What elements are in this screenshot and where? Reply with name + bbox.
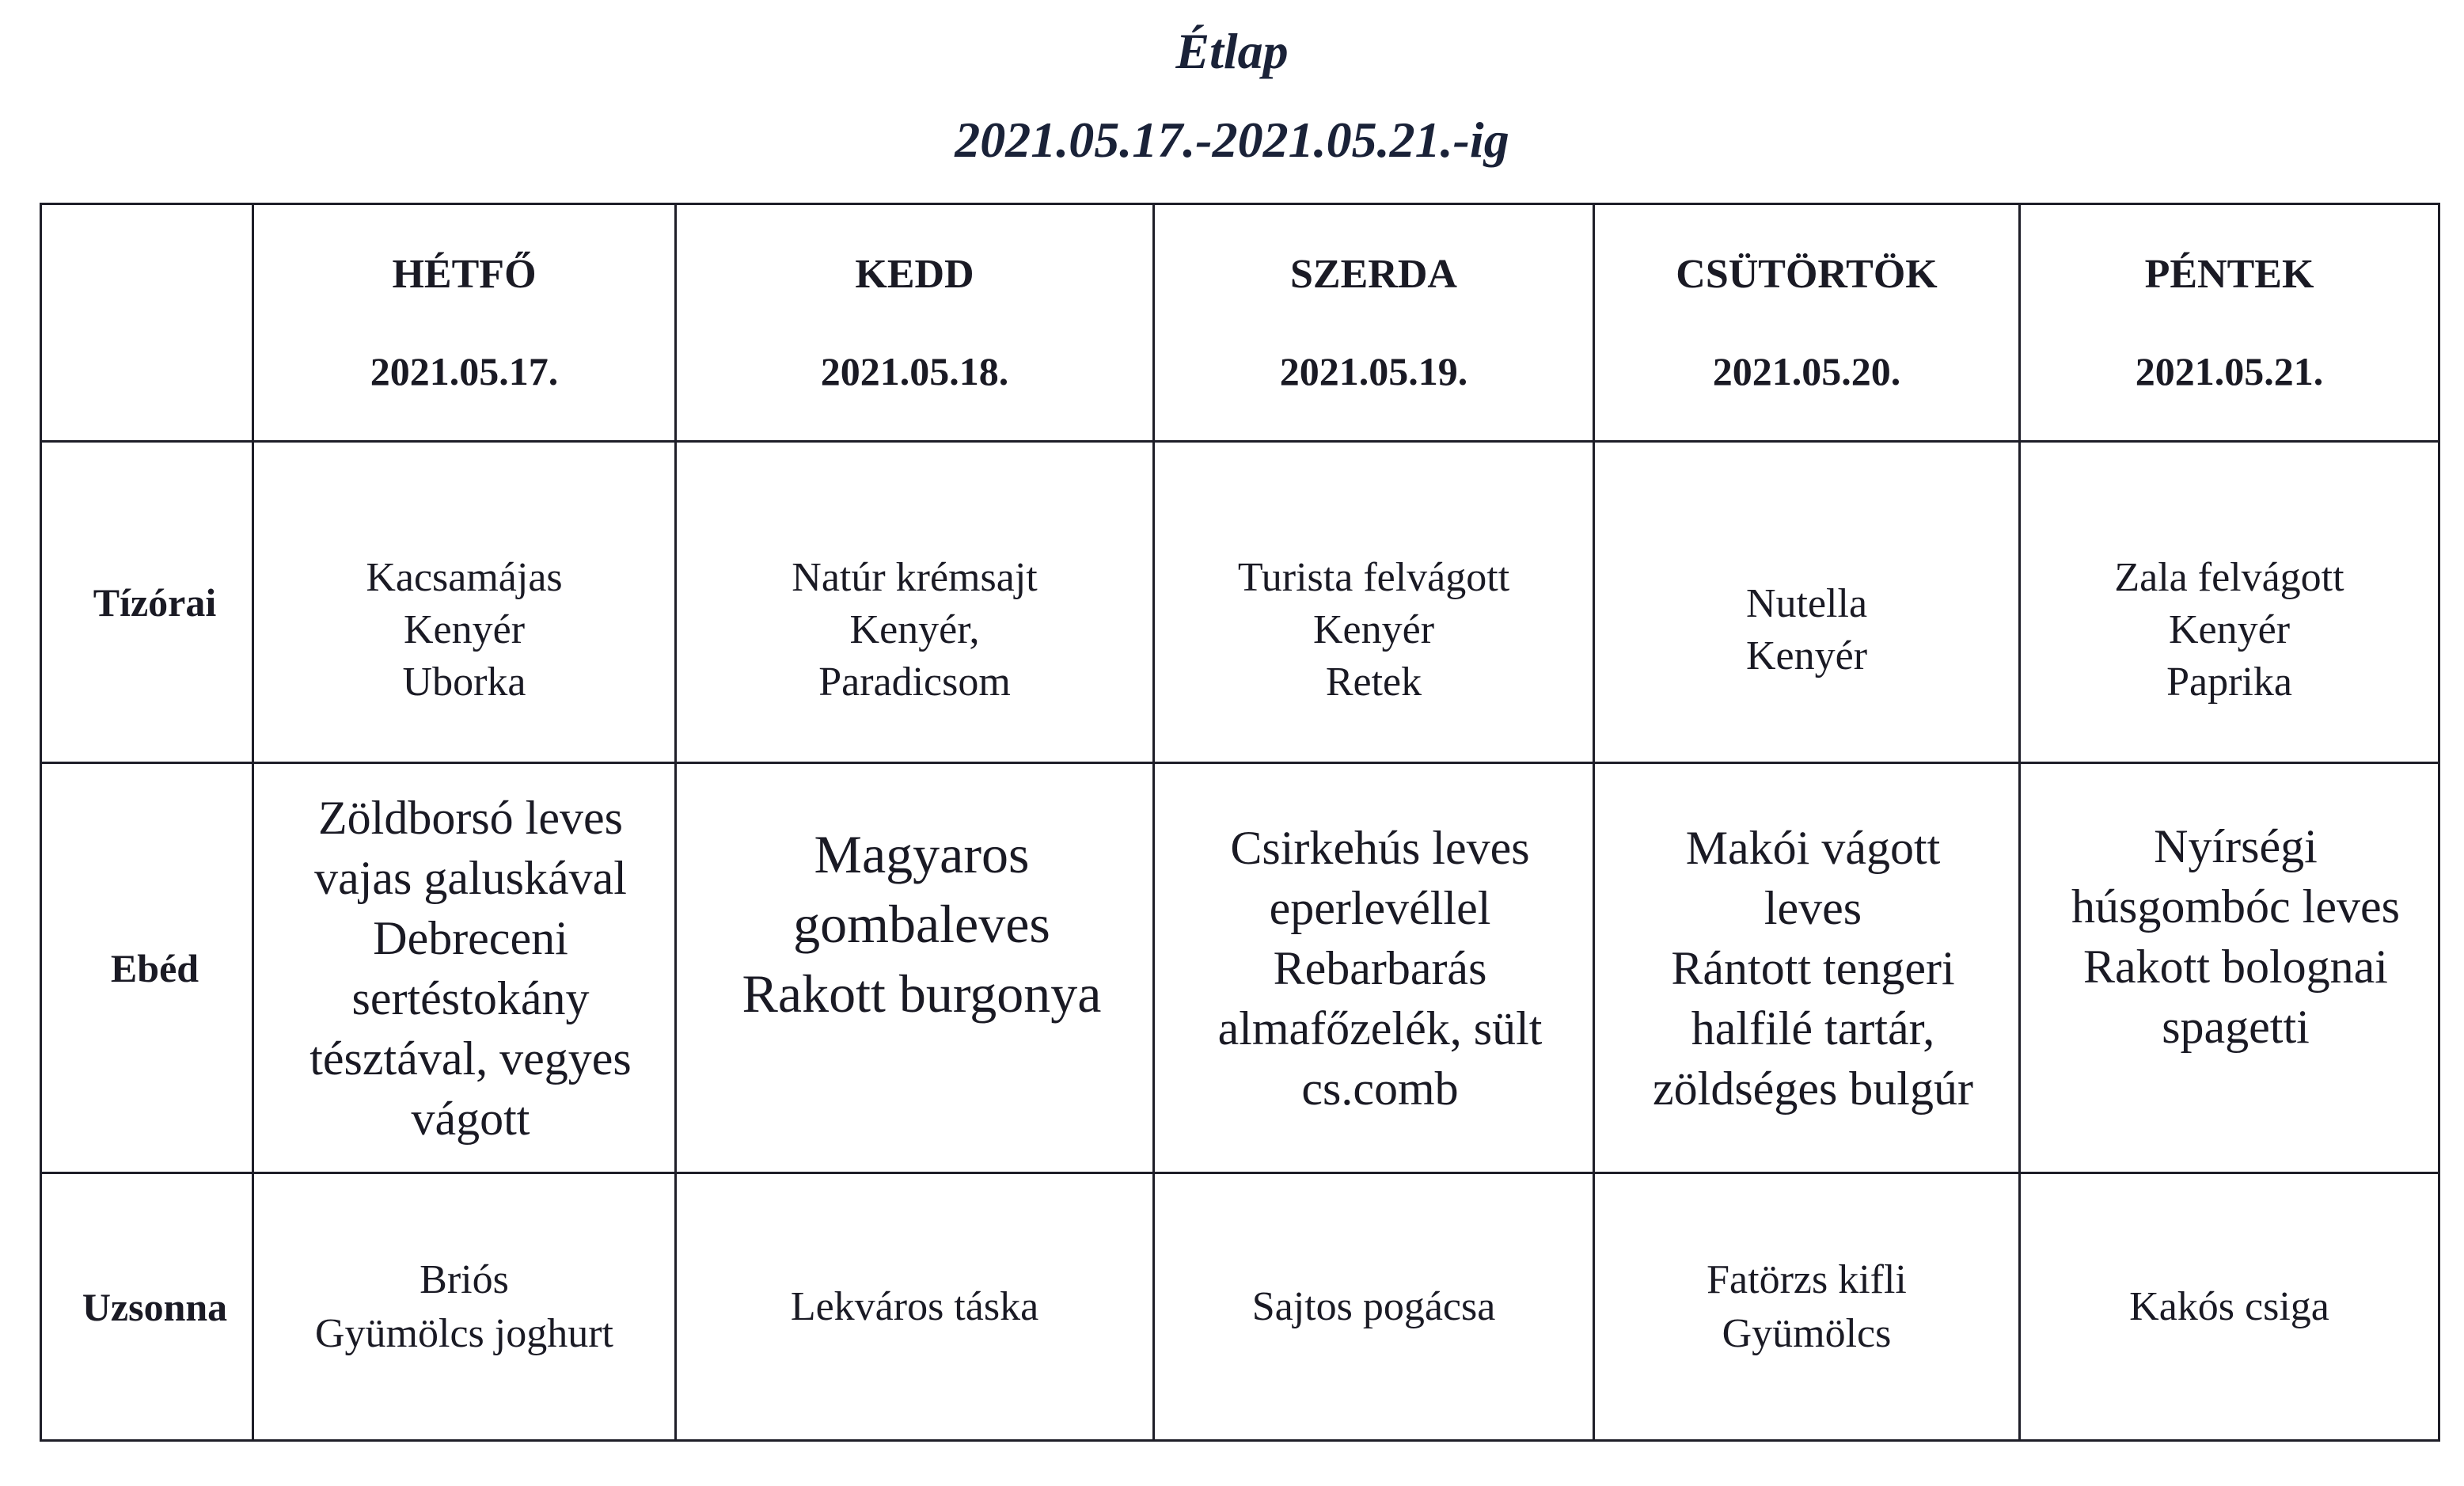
menu-item: Kenyér xyxy=(2168,606,2291,652)
menu-item: Magyaros xyxy=(814,824,1030,884)
menu-cell-ebed-friday xyxy=(2020,763,2439,1173)
menu-cell-uzsonna-friday xyxy=(2020,1173,2439,1441)
menu-item: Lekváros táska xyxy=(790,1283,1039,1329)
menu-cell-ebed-thursday xyxy=(1594,763,2020,1173)
menu-cell-ebed-wednesday xyxy=(1154,763,1594,1173)
menu-item: Sajtos pogácsa xyxy=(1251,1283,1496,1329)
menu-item: Turista felvágott xyxy=(1237,554,1510,600)
day-name: PÉNTEK xyxy=(2144,252,2314,297)
menu-item: Rakott bolognai xyxy=(2083,941,2388,993)
menu-item: Nyírségi xyxy=(2154,820,2318,872)
menu-item: Zala felvágott xyxy=(2114,554,2344,600)
menu-item: Kenyér xyxy=(1312,606,1435,652)
day-name: SZERDA xyxy=(1290,252,1457,297)
menu-item: Rántott tengeri xyxy=(1671,941,1955,994)
meal-label-uzsonna: Uzsonna xyxy=(41,1173,253,1441)
meal-row-uzsonna xyxy=(41,1173,2439,1441)
day-date: 2021.05.19. xyxy=(1279,349,1468,393)
menu-cell-tizorai-tuesday xyxy=(676,442,1154,763)
menu-item: vajas galuskával xyxy=(314,851,627,904)
menu-item: eperlevéllel xyxy=(1269,881,1491,934)
menu-item: leves xyxy=(1764,881,1862,934)
menu-cell-tizorai-thursday xyxy=(1594,442,2020,763)
menu-item: Rebarbarás xyxy=(1273,941,1487,994)
day-header-friday xyxy=(2020,204,2439,442)
day-header-tuesday xyxy=(676,204,1154,442)
meal-row-ebed xyxy=(41,763,2439,1173)
day-header-row xyxy=(41,204,2439,442)
menu-cell-ebed-tuesday xyxy=(676,763,1154,1173)
menu-item: spagetti xyxy=(2162,1001,2310,1053)
menu-cell-uzsonna-wednesday xyxy=(1154,1173,1594,1441)
menu-item: Gyümölcs joghurt xyxy=(315,1310,613,1356)
day-name: KEDD xyxy=(855,252,974,297)
menu-cell-tizorai-friday xyxy=(2020,442,2439,763)
menu-item: gombaleves xyxy=(793,894,1050,954)
menu-item: Kenyér, xyxy=(849,606,980,652)
menu-item: Kenyér xyxy=(1745,633,1868,678)
menu-item: Rakott burgonya xyxy=(742,963,1102,1024)
day-name: HÉTFŐ xyxy=(392,252,537,297)
menu-item: Debreceni xyxy=(373,911,568,964)
menu-item: cs.comb xyxy=(1301,1062,1459,1115)
menu-item: Paprika xyxy=(2166,659,2292,705)
day-header-wednesday xyxy=(1154,204,1594,442)
menu-item: Uborka xyxy=(402,659,526,705)
menu-item: Gyümölcs xyxy=(1722,1310,1892,1356)
day-name: CSÜTÖRTÖK xyxy=(1676,252,1938,297)
meal-label-ebed: Ebéd xyxy=(41,763,253,1173)
menu-item: Makói vágott xyxy=(1685,821,1941,874)
menu-item: Kakós csiga xyxy=(2129,1283,2329,1329)
corner-cell xyxy=(41,204,253,442)
menu-item: húsgombóc leves xyxy=(2071,880,2400,933)
menu-item: vágott xyxy=(411,1092,530,1145)
day-date: 2021.05.21. xyxy=(2135,349,2324,393)
menu-item: zöldséges bulgúr xyxy=(1653,1062,1973,1115)
menu-cell-tizorai-wednesday xyxy=(1154,442,1594,763)
menu-cell-tizorai-monday xyxy=(253,442,676,763)
menu-item: sertéstokány xyxy=(351,971,590,1024)
menu-item: Kacsamájas xyxy=(366,554,563,600)
menu-item: Retek xyxy=(1325,659,1422,705)
meal-label-tizorai: Tízórai xyxy=(41,442,253,763)
menu-item: Paradicsom xyxy=(818,659,1011,705)
meal-row-tizorai xyxy=(41,442,2439,763)
menu-title: Étlap xyxy=(1175,23,1289,79)
menu-item: Kenyér xyxy=(403,606,526,652)
menu-cell-uzsonna-tuesday xyxy=(676,1173,1154,1441)
day-date: 2021.05.17. xyxy=(370,349,559,393)
menu-item: Csirkehús leves xyxy=(1230,821,1530,874)
day-date: 2021.05.20. xyxy=(1712,349,1901,393)
weekly-menu-table xyxy=(40,203,2440,1442)
menu-item: Natúr krémsajt xyxy=(792,554,1038,600)
menu-item: almafőzelék, sült xyxy=(1217,1001,1543,1055)
menu-cell-uzsonna-monday xyxy=(253,1173,676,1441)
menu-cell-uzsonna-thursday xyxy=(1594,1173,2020,1441)
day-date: 2021.05.18. xyxy=(820,349,1009,393)
menu-item: Zöldborsó leves xyxy=(318,791,623,844)
menu-item: Nutella xyxy=(1745,580,1868,626)
day-header-monday xyxy=(253,204,676,442)
menu-date-range: 2021.05.17.-2021.05.21.-ig xyxy=(955,112,1509,168)
day-header-thursday xyxy=(1594,204,2020,442)
menu-cell-ebed-monday xyxy=(253,763,676,1173)
menu-item: Fatörzs kifli xyxy=(1707,1256,1907,1302)
menu-item: Briós xyxy=(420,1256,509,1302)
menu-item: halfilé tartár, xyxy=(1691,1001,1935,1055)
menu-item: tésztával, vegyes xyxy=(309,1032,632,1085)
